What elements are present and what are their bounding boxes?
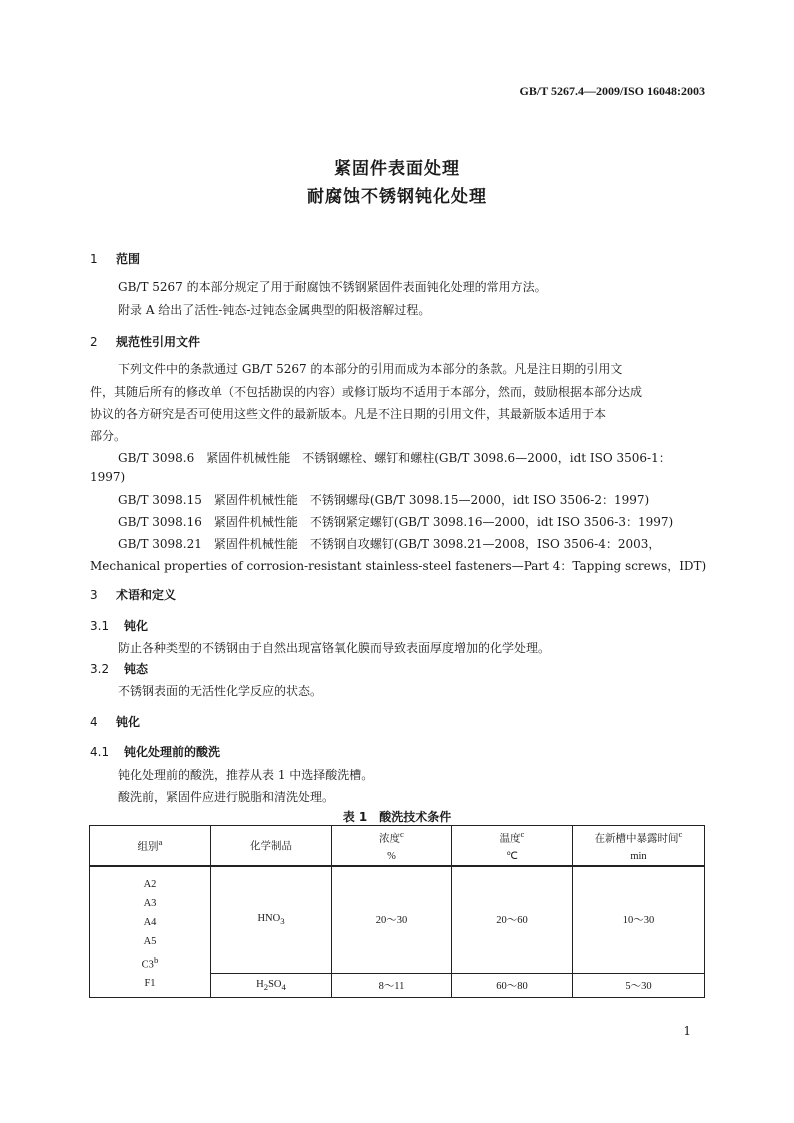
standard-number: GB/T 5267.4—2009/ISO 16048:2003: [519, 84, 705, 98]
footnote-mark: c: [520, 829, 525, 839]
header-group: [90, 826, 211, 866]
temperature-cell: 20～60: [452, 866, 573, 974]
reference-line: 1997): [90, 470, 126, 484]
section-2-heading: [90, 333, 200, 350]
section-title: 范围: [116, 252, 141, 266]
group-value: F1: [144, 978, 156, 989]
term-title: 钝化: [124, 619, 149, 633]
subsection-number: 4.1: [90, 745, 110, 759]
steel-groups-cell: [90, 866, 211, 998]
section-1-heading: [90, 250, 140, 267]
group-value: C3$^b$: [141, 954, 159, 970]
document-title-line1: 紧固件表面处理: [334, 159, 460, 179]
paragraph: 附录 A 给出了活性-钝态-过钝态金属典型的阳极溶解过程。: [118, 303, 431, 317]
term-title: 钝态: [124, 662, 149, 676]
footnote-mark: b: [153, 954, 159, 965]
term-definition: 不锈钢表面的无活性化学反应的状态。: [118, 684, 323, 698]
header-unit: min: [630, 850, 647, 862]
header-exposure-time: [573, 826, 705, 866]
table-header-row: [90, 826, 705, 866]
section-3-heading: [90, 586, 176, 603]
chemical-cell: $HNO_3$: [211, 866, 332, 974]
section-title: 钝化: [116, 715, 141, 729]
table-row: [90, 866, 705, 974]
chemical-cell: $H_2SO_4$: [211, 973, 332, 997]
paragraph-line: 部分。: [90, 429, 127, 443]
paragraph-line: 件，其随后所有的修改单（不包括勘误的内容）或修订版均不适用于本部分，然而，鼓励根据本部分达成: [90, 385, 643, 399]
reference-line: GB/T 3098.21 紧固件机械性能 不锈钢自攻螺钉(GB/T 3098.21—2008，ISO 3506-4：2003，: [118, 537, 661, 551]
exposure-time-cell: 5～30: [573, 973, 705, 997]
group-value: A2: [143, 878, 157, 890]
section-number: 3: [90, 588, 98, 602]
section-title: 规范性引用文件: [116, 335, 201, 349]
section-4-heading: [90, 713, 140, 730]
page-number: 1: [683, 1024, 691, 1038]
section-number: 4: [90, 715, 98, 729]
paragraph: 钝化处理前的酸洗，推荐从表 1 中选择酸洗槽。: [118, 768, 374, 782]
concentration-cell: 8～11: [332, 973, 452, 997]
pickling-table: [89, 825, 705, 998]
subsection-4-1-heading: [90, 743, 220, 760]
document-title-line2: 耐腐蚀不锈钢钝化处理: [307, 187, 487, 207]
paragraph: GB/T 5267 的本部分规定了用于耐腐蚀不锈钢紧固件表面钝化处理的常用方法。: [118, 280, 547, 294]
header-unit: %: [387, 850, 396, 862]
term-definition: 防止各种类型的不锈钢由于自然出现富铬氧化膜而导致表面厚度增加的化学处理。: [118, 641, 551, 655]
footnote-mark: c: [678, 829, 683, 839]
header-text: 在新槽中暴露时间: [594, 833, 679, 845]
group-value: A4: [143, 916, 157, 928]
header-text: 化学制品: [250, 840, 292, 852]
reference-line: Mechanical properties of corrosion-resistant stainless-steel fasteners—Part 4：Tapping screws，IDT): [90, 559, 707, 573]
exposure-time-cell: 10～30: [573, 866, 705, 974]
temperature-cell: 60～80: [452, 973, 573, 997]
header-temperature: [452, 826, 573, 866]
paragraph-line: 协议的各方研究是否可使用这些文件的最新版本。凡是不注日期的引用文件，其最新版本适用于本: [90, 407, 607, 421]
subsection-title: 钝化处理前的酸洗: [124, 745, 221, 759]
header-text: 温度: [499, 833, 521, 845]
term-3-2-heading: [90, 660, 148, 677]
header-text: 浓度: [379, 833, 401, 845]
group-value: A3: [143, 897, 157, 909]
header-concentration: [332, 826, 452, 866]
header-chemical: [211, 826, 332, 866]
term-number: 3.2: [90, 662, 110, 676]
section-number: 2: [90, 335, 98, 349]
footnote-mark: a: [158, 837, 163, 847]
section-title: 术语和定义: [116, 588, 177, 602]
paragraph-line: 下列文件中的条款通过 GB/T 5267 的本部分的引用而成为本部分的条款。凡是注日期的引用文: [118, 362, 623, 376]
concentration-cell: 20～30: [332, 866, 452, 974]
reference-line: GB/T 3098.16 紧固件机械性能 不锈钢紧定螺钉(GB/T 3098.16—2000，idt ISO 3506-3：1997): [118, 515, 674, 529]
term-number: 3.1: [90, 619, 110, 633]
section-number: 1: [90, 252, 98, 266]
reference-line: GB/T 3098.15 紧固件机械性能 不锈钢螺母(GB/T 3098.15—2000，idt ISO 3506-2：1997): [118, 493, 650, 507]
footnote-mark: c: [400, 829, 404, 839]
group-value: A5: [143, 935, 157, 947]
table-caption: 表 1 酸洗技术条件: [342, 810, 452, 824]
reference-line: GB/T 3098.6 紧固件机械性能 不锈钢螺栓、螺钉和螺柱(GB/T 3098.6—2000，idt ISO 3506-1：: [118, 451, 671, 465]
header-unit: ℃: [506, 850, 518, 862]
header-text: 组别: [137, 841, 159, 853]
paragraph: 酸洗前，紧固件应进行脱脂和清洗处理。: [118, 790, 335, 804]
term-3-1-heading: [90, 617, 148, 634]
